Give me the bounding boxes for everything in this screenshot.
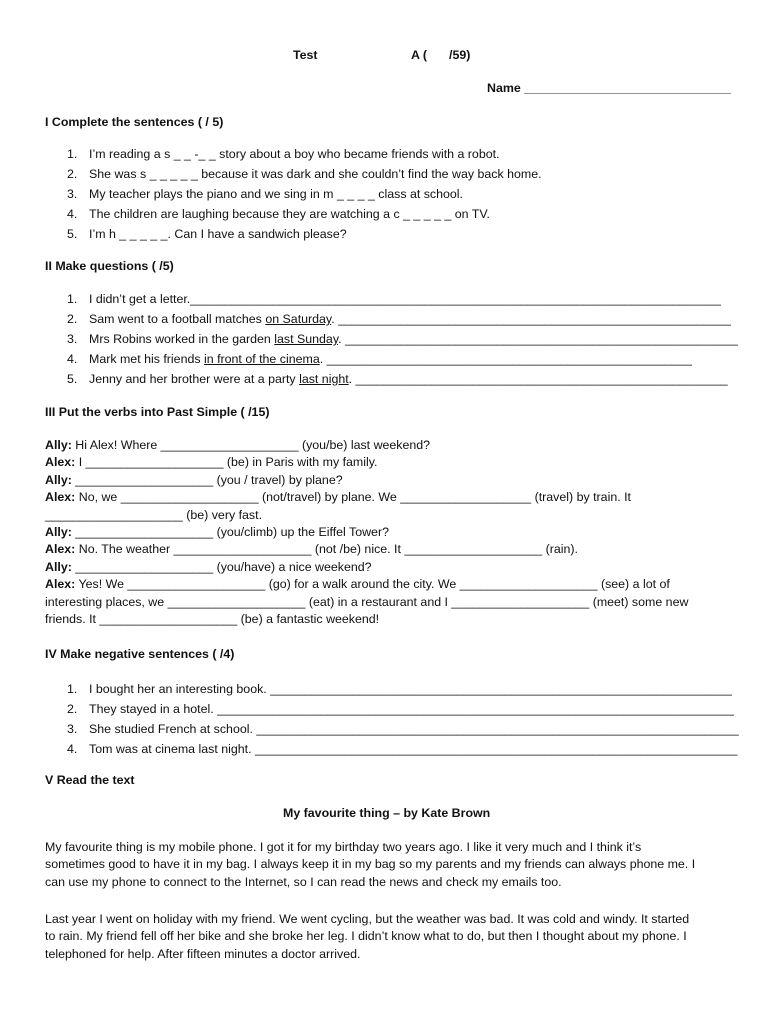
- section-2-title: II Make questions ( /5): [45, 259, 174, 273]
- dialogue: [45, 437, 725, 628]
- section-4-title: IV Make negative sentences ( /4): [45, 647, 235, 661]
- dialogue-line: Alex: Yes! We ____________________ (go) for a walk around the city. We ____________________ (see) a lot of: [45, 577, 670, 592]
- section-4-list: [45, 679, 739, 759]
- section-3-title: III Put the verbs into Past Simple ( /15): [45, 405, 270, 419]
- name-field: Name ______________________________: [487, 81, 731, 95]
- section-2-list: [45, 289, 738, 389]
- test-label: Test: [293, 48, 318, 62]
- dialogue-line: interesting places, we ____________________ (eat) in a restaurant and I ____________________ (meet) some new: [45, 594, 689, 609]
- dialogue-line: Alex: No. The weather ____________________ (not /be) nice. It ____________________ (rain).: [45, 542, 578, 557]
- reading-text-title: My favourite thing – by Kate Brown: [283, 806, 491, 820]
- list-item: 3. She studied French at school. ______________________________________________________________________: [67, 722, 739, 736]
- test-variant: A (: [411, 48, 428, 62]
- list-item: 1. I didn’t get a letter._____________________________________________________________________________: [67, 292, 721, 306]
- list-item: 4. Tom was at cinema last night. ______________________________________________________________________: [67, 742, 738, 756]
- list-item: 1. I’m reading a s _ _ -_ _ story about a boy who became friends with a robot.: [67, 147, 500, 161]
- list-item: 3. My teacher plays the piano and we sing in m _ _ _ _ class at school.: [67, 187, 463, 201]
- reading-paragraph-2: Last year I went on holiday with my friend. We went cycling, but the weather was bad. It was cold and windy. It started to rain. My friend fell off her bike and she broke her leg. I didn’t know what to do, but then I thought about my phone. I telephoned for help. After fifteen minutes a doctor arrived.: [45, 912, 690, 961]
- list-item: 4. Mark met his friends in front of the cinema. _____________________________________________________: [67, 352, 692, 366]
- reading-paragraph-1: My favourite thing is my mobile phone. I got it for my birthday two years ago. I like it very much and I think it’s sometimes good to have it in my bag. I always keep it in my bag so my parents and my friends can always phone me. I can use my phone to connect to the Internet, so I can read the news and check my emails too.: [45, 840, 696, 889]
- section-1-list: [45, 144, 542, 244]
- section-5-title: V Read the text: [45, 773, 135, 787]
- list-item: 2. She was s _ _ _ _ _ because it was dark and she couldn’t find the way back home.: [67, 167, 542, 181]
- dialogue-line: Ally: ____________________ (you/climb) up the Eiffel Tower?: [45, 524, 389, 539]
- test-score-total: /59): [449, 48, 471, 62]
- list-item: 2. They stayed in a hotel. ___________________________________________________________________________: [67, 702, 734, 716]
- dialogue-line: Ally: ____________________ (you/have) a nice weekend?: [45, 559, 372, 574]
- dialogue-line: Ally: Hi Alex! Where ____________________ (you/be) last weekend?: [45, 438, 431, 452]
- dialogue-line: ____________________ (be) very fast.: [45, 507, 263, 522]
- list-item: 1. I bought her an interesting book. ___________________________________________________________________: [67, 682, 732, 696]
- list-item: 3. Mrs Robins worked in the garden last Sunday. _________________________________________________________: [67, 332, 738, 346]
- list-item: 5. Jenny and her brother were at a party last night. ______________________________________________________: [67, 372, 728, 386]
- dialogue-line: Ally: ____________________ (you / travel) by plane?: [45, 472, 343, 487]
- dialogue-line: Alex: No, we ____________________ (not/travel) by plane. We ___________________ (travel) by train. It: [45, 490, 631, 505]
- dialogue-line: friends. It ____________________ (be) a fantastic weekend!: [45, 611, 380, 626]
- list-item: 2. Sam went to a football matches on Saturday. _________________________________________________________: [67, 312, 731, 326]
- dialogue-line: Alex: I ____________________ (be) in Paris with my family.: [45, 455, 378, 470]
- section-1-title: I Complete the sentences ( / 5): [45, 115, 224, 129]
- list-item: 5. I’m h _ _ _ _ _. Can I have a sandwich please?: [67, 227, 347, 241]
- list-item: 4. The children are laughing because they are watching a c _ _ _ _ _ on TV.: [67, 207, 490, 221]
